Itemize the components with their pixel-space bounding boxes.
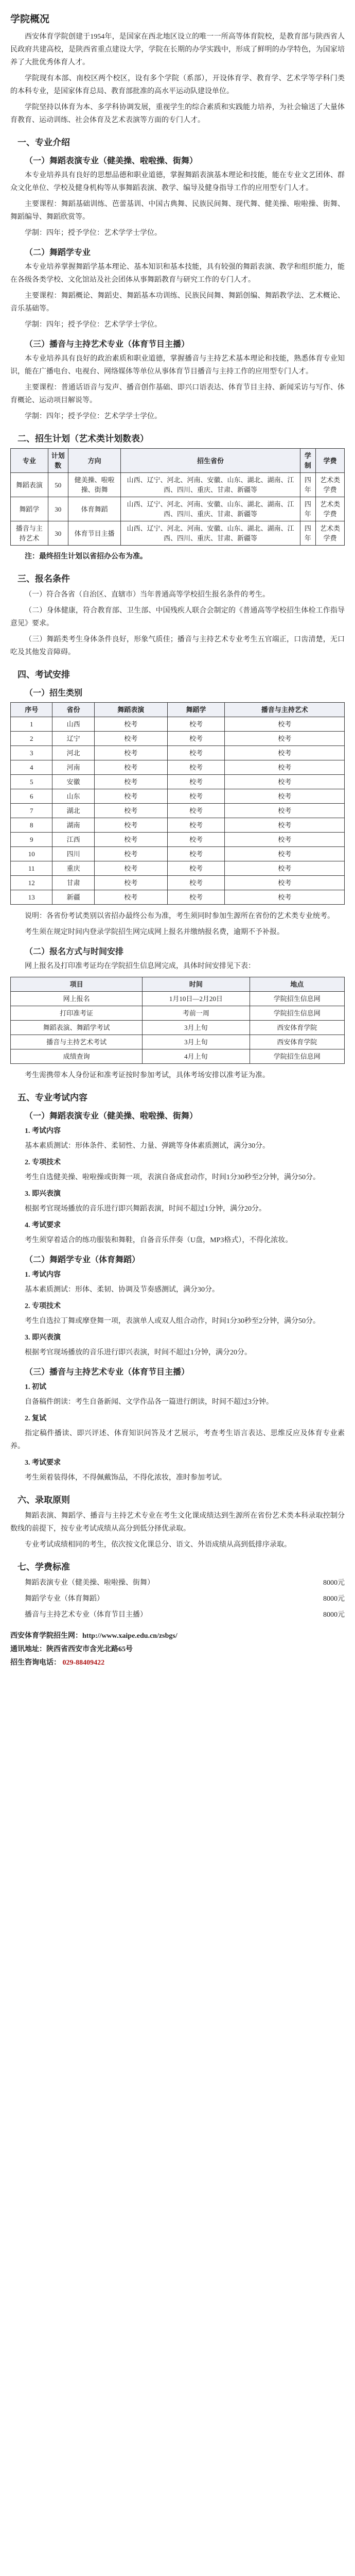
table-cell: 校考 (167, 818, 225, 833)
table-row (11, 890, 345, 905)
major-meta: 学制：四年；授予学位：艺术学学士学位。 (25, 321, 162, 329)
fee-item (10, 1577, 345, 1589)
table-header-row (11, 703, 345, 717)
major-paragraph: 本专业培养掌握舞蹈学基本理论、基本知识和基本技能，具有较强的舞蹈表演、教学和组织能力，能在各级各类学校、文化馆站及社会团体从事舞蹈教育与研究工作的专门人才。 (10, 263, 345, 284)
section-heading: 三、报名条件 (17, 574, 70, 584)
section-heading: 五、专业考试内容 (17, 1093, 87, 1103)
table-cell: 播音与主持艺术 (11, 521, 48, 546)
table-cell: 校考 (225, 861, 345, 876)
table-header-cell: 专业 (11, 449, 48, 473)
table-cell: 校考 (225, 717, 345, 732)
major-meta: 学制：四年；授予学位：艺术学学士学位。 (25, 413, 162, 420)
table-cell: 艺术类学费 (316, 473, 345, 497)
table-row (11, 497, 345, 521)
table-cell: 校考 (167, 833, 225, 847)
table-cell: 舞蹈表演、舞蹈学考试 (11, 1021, 143, 1035)
table-cell: 4月上旬 (143, 1049, 250, 1064)
table-row (11, 1035, 345, 1049)
table-cell: 校考 (225, 847, 345, 861)
table-cell: 校考 (94, 890, 167, 905)
table-cell: 校考 (94, 760, 167, 775)
item-text: 基本素质测试：形体条件、柔韧性、力量、弹跳等身体素质测试，满分30分。 (25, 1142, 270, 1150)
table-row (11, 833, 345, 847)
schedule-note: 考生需携带本人身份证和准考证按时参加考试，具体考场安排以准考证为准。 (25, 1072, 270, 1079)
table-cell: 校考 (225, 760, 345, 775)
major-heading: （一）舞蹈表演专业（健美操、啦啦操、街舞） (25, 1112, 198, 1121)
footer-line: 通讯地址：陕西省西安市含光北路65号 (10, 1646, 133, 1653)
table-row (11, 1049, 345, 1064)
fee-item (10, 1608, 345, 1621)
exam-category-table (10, 702, 345, 905)
table-row (11, 760, 345, 775)
table-cell: 健美操、啦啦操、街舞 (68, 473, 121, 497)
item-title: 1. 考试内容 (25, 1127, 61, 1135)
table-header-cell: 舞蹈学 (167, 703, 225, 717)
table-header-cell: 时间 (143, 977, 250, 992)
table-cell: 校考 (167, 775, 225, 789)
fee-list (10, 1577, 345, 1621)
table-cell: 3月上旬 (143, 1021, 250, 1035)
table-cell: 校考 (225, 789, 345, 804)
table-cell: 山西、辽宁、河北、河南、安徽、山东、湖北、湖南、江西、四川、重庆、甘肃、新疆等 (121, 473, 300, 497)
section-heading: 六、录取原则 (17, 1495, 70, 1505)
sub-heading: （二）报名方式与时间安排 (25, 947, 124, 956)
table-header-row (11, 977, 345, 992)
major-paragraph: 主要课程：普通话语音与发声、播音创作基础、即兴口语表达、体育节目主持、新闻采访与写作、体育概论、运动项目解说等。 (10, 384, 345, 404)
section-heading: 二、招生计划（艺术类计划数表） (17, 434, 149, 444)
table-row (11, 473, 345, 497)
section-heading: 七、学费标准 (17, 1562, 70, 1572)
intro-paragraph: 学院现有本部、南校区两个校区，设有多个学院（系部），开设体育学、教育学、艺术学等学科门类的本科专业，是国家体育总局、教育部批准的高水平运动队建设单位。 (10, 75, 345, 95)
table-cell: 校考 (225, 732, 345, 746)
table-cell: 校考 (94, 717, 167, 732)
table-header-cell: 招生省份 (121, 449, 300, 473)
table-row (11, 818, 345, 833)
table-cell: 四川 (52, 847, 94, 861)
major-heading: （二）舞蹈学专业 (25, 248, 91, 257)
major-heading: （一）舞蹈表演专业（健美操、啦啦操、街舞） (25, 157, 198, 165)
table-cell: 1月10日—2月20日 (143, 992, 250, 1006)
major-paragraph: 本专业培养具有良好的思想品德和职业道德，掌握舞蹈表演基本理论和技能，能在专业文艺团体、群众文化单位、学校及健身机构等从事舞蹈表演、教学、编导及健身指导工作的应用型专门人才。 (10, 172, 345, 192)
table-cell: 校考 (94, 833, 167, 847)
table-cell: 校考 (167, 789, 225, 804)
table-cell: 舞蹈表演 (11, 473, 48, 497)
table-header-cell: 项目 (11, 977, 143, 992)
table-header-row (11, 449, 345, 473)
table-cell: 校考 (167, 890, 225, 905)
contact-footer (10, 1630, 345, 1670)
table-row (11, 521, 345, 546)
table-cell: 西安体育学院 (250, 1035, 344, 1049)
fee-value: 8000元 (323, 1611, 345, 1619)
table-header-cell: 学制 (300, 449, 315, 473)
major-paragraph: 本专业培养具有良好的政治素质和职业道德，掌握播音与主持艺术基本理论和技能，熟悉体育专业知识，能在广播电台、电视台、网络媒体等单位从事体育节目播音与主持工作的应用型专门人才。 (10, 355, 345, 376)
table-row (11, 876, 345, 890)
table-cell: 校考 (94, 732, 167, 746)
table-cell: 10 (11, 847, 52, 861)
table-cell: 校考 (225, 833, 345, 847)
table-cell: 校考 (94, 847, 167, 861)
table-cell: 四年 (300, 473, 315, 497)
table-cell: 校考 (167, 717, 225, 732)
table-row (11, 861, 345, 876)
plan-note: 注：最终招生计划以省招办公布为准。 (25, 553, 147, 561)
exam-note: 考生须在规定时间内登录学院招生网完成网上报名并缴纳报名费，逾期不予补报。 (25, 928, 284, 936)
table-cell: 湖北 (52, 804, 94, 818)
schedule-table (10, 977, 345, 1064)
table-cell: 河南 (52, 760, 94, 775)
intro-paragraph: 学院坚持以体育为本、多学科协调发展，重视学生的综合素质和实践能力培养，为社会输送了大量体育教育、运动训练、社会体育及艺术表演等方面的专门人才。 (10, 104, 345, 124)
table-row (11, 789, 345, 804)
table-cell: 30 (48, 497, 68, 521)
table-cell: 体育舞蹈 (68, 497, 121, 521)
item-title: 2. 复试 (25, 1415, 46, 1422)
item-title: 2. 专项技术 (25, 1302, 61, 1310)
table-cell: 学院招生信息网 (250, 1006, 344, 1021)
table-cell: 网上报名 (11, 992, 143, 1006)
fee-label: 舞蹈学专业（体育舞蹈） (25, 1595, 104, 1603)
item-title: 3. 即兴表演 (25, 1334, 61, 1342)
table-cell: 校考 (225, 818, 345, 833)
table-cell: 重庆 (52, 861, 94, 876)
table-cell: 艺术类学费 (316, 521, 345, 546)
table-cell: 校考 (167, 746, 225, 760)
table-cell: 4 (11, 760, 52, 775)
page (10, 0, 345, 2576)
table-row (11, 746, 345, 760)
table-header-cell: 学费 (316, 449, 345, 473)
table-cell: 校考 (94, 804, 167, 818)
item-title: 4. 考试要求 (25, 1222, 61, 1229)
table-cell: 播音与主持艺术考试 (11, 1035, 143, 1049)
table-cell: 校考 (167, 804, 225, 818)
table-cell: 江西 (52, 833, 94, 847)
table-cell: 甘肃 (52, 876, 94, 890)
table-cell: 6 (11, 789, 52, 804)
table-cell: 校考 (94, 861, 167, 876)
table-row (11, 804, 345, 818)
table-cell: 50 (48, 473, 68, 497)
table-cell: 13 (11, 890, 52, 905)
item-text: 考生须着装得体，不得佩戴饰品，不得化浓妆，准时参加考试。 (25, 1474, 226, 1482)
fee-label: 舞蹈表演专业（健美操、啦啦操、街舞） (25, 1579, 154, 1587)
table-cell: 学院招生信息网 (250, 1049, 344, 1064)
table-cell: 校考 (225, 775, 345, 789)
major-meta: 学制：四年；授予学位：艺术学学士学位。 (25, 229, 162, 237)
condition-paragraph: （三）舞蹈类考生身体条件良好，形象气质佳；播音与主持艺术专业考生五官端正，口齿清楚，无口吃及其他发音障碍。 (10, 636, 345, 656)
section-heading: 四、考试安排 (17, 670, 70, 680)
page-title: 学院概况 (10, 14, 50, 25)
item-title: 3. 即兴表演 (25, 1190, 61, 1198)
enrollment-plan-table (10, 448, 345, 546)
table-cell: 体育节目主播 (68, 521, 121, 546)
table-cell: 西安体育学院 (250, 1021, 344, 1035)
table-cell: 1 (11, 717, 52, 732)
major-heading: （二）舞蹈学专业（体育舞蹈） (25, 1256, 140, 1264)
table-cell: 12 (11, 876, 52, 890)
table-cell: 打印准考证 (11, 1006, 143, 1021)
table-cell: 艺术类学费 (316, 497, 345, 521)
table-cell: 四年 (300, 497, 315, 521)
admission-paragraph: 专业考试成绩相同的考生，依次按文化课总分、语文、外语成绩从高到低排序录取。 (25, 1541, 291, 1549)
table-cell: 校考 (225, 876, 345, 890)
table-cell: 7 (11, 804, 52, 818)
table-header-cell: 计划数 (48, 449, 68, 473)
exam-note: 说明：各省份考试类别以省招办最终公布为准，考生须同时参加生源所在省份的艺术类专业统考。 (25, 912, 334, 920)
table-cell: 河北 (52, 746, 94, 760)
admission-paragraph: 舞蹈表演、舞蹈学、播音与主持艺术专业在考生文化课成绩达到生源所在省份艺术类本科录取控制分数线的前提下，按专业考试成绩从高分到低分择优录取。 (10, 1512, 345, 1533)
table-cell: 校考 (94, 746, 167, 760)
table-cell: 8 (11, 818, 52, 833)
fee-item (10, 1592, 345, 1605)
table-cell: 校考 (167, 760, 225, 775)
table-cell: 山西、辽宁、河北、河南、安徽、山东、湖北、湖南、江西、四川、重庆、甘肃、新疆等 (121, 521, 300, 546)
table-cell: 校考 (94, 876, 167, 890)
table-cell: 成绩查询 (11, 1049, 143, 1064)
table-header-cell: 省份 (52, 703, 94, 717)
intro-block (10, 30, 345, 127)
table-cell: 校考 (94, 775, 167, 789)
table-header-cell: 序号 (11, 703, 52, 717)
table-cell: 3月上旬 (143, 1035, 250, 1049)
table-cell: 9 (11, 833, 52, 847)
major-heading: （三）播音与主持艺术专业（体育节目主播） (25, 340, 190, 349)
table-cell: 30 (48, 521, 68, 546)
table-header-cell: 地点 (250, 977, 344, 992)
footer-phone-line (10, 1656, 345, 1670)
item-title: 3. 考试要求 (25, 1459, 61, 1467)
item-title: 2. 专项技术 (25, 1159, 61, 1166)
table-row (11, 732, 345, 746)
major-heading: （三）播音与主持艺术专业（体育节目主播） (25, 1368, 190, 1377)
table-row (11, 717, 345, 732)
table-cell: 山东 (52, 789, 94, 804)
footer-line[interactable]: 西安体育学院招生网：http://www.xaipe.edu.cn/zsbgs/ (10, 1632, 177, 1640)
item-text: 考生自选拉丁舞或摩登舞一项，表演单人或双人组合动作，时间1分30秒至2分钟，满分50分。 (25, 1317, 320, 1325)
item-text: 考生自选健美操、啦啦操或街舞一项，表演自备成套动作，时间1分30秒至2分钟，满分50分。 (25, 1174, 320, 1181)
item-text: 自备稿件朗读：考生自备新闻、文学作品各一篇进行朗读，时间不超过3分钟。 (25, 1398, 273, 1406)
table-cell: 5 (11, 775, 52, 789)
major-paragraph: 主要课程：舞蹈基础训练、芭蕾基训、中国古典舞、民族民间舞、现代舞、健美操、啦啦操、街舞、舞蹈编导、舞蹈欣赏等。 (10, 200, 345, 221)
table-header-cell: 方向 (68, 449, 121, 473)
table-cell: 2 (11, 732, 52, 746)
item-title: 1. 考试内容 (25, 1271, 61, 1279)
table-cell: 校考 (94, 818, 167, 833)
item-text: 考生须穿着适合的练功服装和舞鞋，自备音乐伴奏（U盘，MP3格式），不得化浓妆。 (25, 1236, 293, 1244)
table-cell: 新疆 (52, 890, 94, 905)
table-cell: 舞蹈学 (11, 497, 48, 521)
table-header-cell: 播音与主持艺术 (225, 703, 345, 717)
item-text: 指定稿件播读、即兴评述、体育知识问答及才艺展示，考查考生语言表达、思维反应及体育专业素养。 (10, 1430, 345, 1450)
item-title: 1. 初试 (25, 1383, 46, 1391)
table-cell: 校考 (167, 861, 225, 876)
fee-label: 播音与主持艺术专业（体育节目主播） (25, 1611, 147, 1619)
table-cell: 校考 (225, 746, 345, 760)
intro-paragraph: 西安体育学院创建于1954年，是国家在西北地区设立的唯一一所高等体育院校，是教育部与陕西省人民政府共建高校，是陕西省重点建设大学，学院在长期的办学实践中，形成了鲜明的办学特色，为国家培养了大批优秀体育人才。 (10, 33, 345, 66)
table-cell: 安徽 (52, 775, 94, 789)
condition-paragraph: （一）符合各省（自治区、直辖市）当年普通高等学校招生报名条件的考生。 (25, 591, 270, 599)
section-heading: 一、专业介绍 (17, 138, 70, 147)
table-row (11, 1021, 345, 1035)
table-cell: 校考 (225, 890, 345, 905)
table-header-cell: 舞蹈表演 (94, 703, 167, 717)
table-cell: 校考 (167, 847, 225, 861)
table-row (11, 1006, 345, 1021)
item-text: 根据考官现场播放的音乐进行即兴表演，时间不超过1分钟，满分20分。 (25, 1349, 252, 1357)
schedule-intro: 网上报名及打印准考证均在学院招生信息网完成，具体时间安排见下表： (25, 962, 255, 970)
table-row (11, 775, 345, 789)
table-cell: 学院招生信息网 (250, 992, 344, 1006)
table-cell: 11 (11, 861, 52, 876)
item-text: 基本素质测试：形体、柔韧、协调及节奏感测试，满分30分。 (25, 1286, 219, 1294)
condition-paragraph: （二）身体健康，符合教育部、卫生部、中国残疾人联合会制定的《普通高等学校招生体检工作指导意见》要求。 (10, 607, 345, 628)
table-row (11, 847, 345, 861)
table-cell: 校考 (225, 804, 345, 818)
table-cell: 校考 (167, 876, 225, 890)
sub-heading: （一）招生类别 (25, 689, 83, 698)
table-cell: 湖南 (52, 818, 94, 833)
major-paragraph: 主要课程：舞蹈概论、舞蹈史、舞蹈基本功训练、民族民间舞、舞蹈创编、舞蹈教学法、艺术概论、音乐基础等。 (10, 292, 345, 313)
table-cell: 辽宁 (52, 732, 94, 746)
table-row (11, 992, 345, 1006)
table-cell: 山西、辽宁、河北、河南、安徽、山东、湖北、湖南、江西、四川、重庆、甘肃、新疆等 (121, 497, 300, 521)
table-cell: 3 (11, 746, 52, 760)
phone-number: 029-88409422 (62, 1659, 105, 1667)
table-cell: 校考 (167, 732, 225, 746)
fee-value: 8000元 (323, 1595, 345, 1603)
table-cell: 校考 (94, 789, 167, 804)
fee-value: 8000元 (323, 1579, 345, 1587)
table-cell: 四年 (300, 521, 315, 546)
phone-label: 招生咨询电话： (10, 1659, 61, 1667)
table-cell: 山西 (52, 717, 94, 732)
table-cell: 考前一周 (143, 1006, 250, 1021)
item-text: 根据考官现场播放的音乐进行即兴舞蹈表演，时间不超过1分钟，满分20分。 (25, 1205, 266, 1213)
